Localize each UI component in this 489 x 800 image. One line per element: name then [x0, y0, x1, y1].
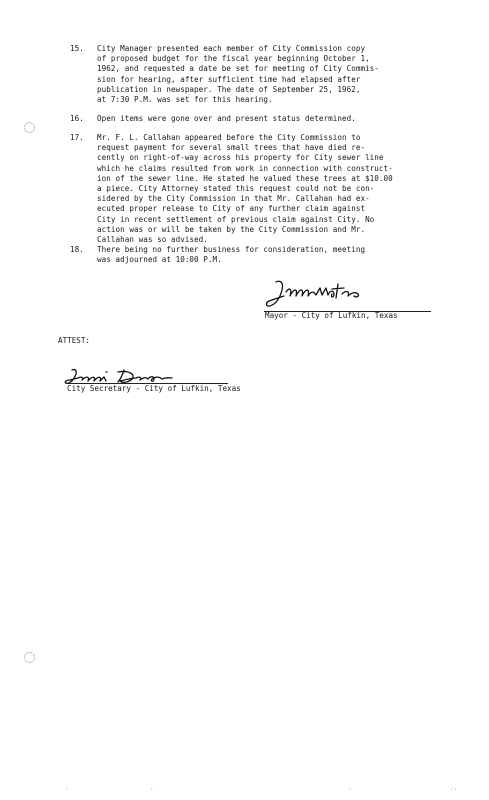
- secretary-title: City Secretary - City of Lufkin, Texas: [67, 384, 241, 393]
- scan-mark: ··: [450, 786, 458, 793]
- item-text: Open items were gone over and present status determined.: [97, 114, 356, 123]
- item-number: 18.: [70, 245, 84, 254]
- scan-mark: ·: [65, 786, 69, 793]
- punch-hole-bottom: [24, 652, 35, 663]
- mayor-title: Mayor - City of Lufkin, Texas: [265, 311, 398, 320]
- scan-mark: ·: [348, 786, 352, 793]
- item-text: City Manager presented each member of City Commission copy of proposed budget for the fiscal year beginning October 1, 1962, and requested a date be set for meeting of City Commis- sion for hearing, after sufficient time had elapsed after publication in newspaper. The date of September 25, 1962, at 7:30 P.M. was set for this hearing.: [97, 44, 379, 105]
- item-number: 17.: [70, 133, 84, 142]
- item-number: 16.: [70, 114, 84, 123]
- punch-hole-top: [24, 122, 35, 133]
- attest-label: ATTEST:: [58, 336, 91, 345]
- item-number: 15.: [70, 44, 84, 53]
- item-text: Mr. F. L. Callahan appeared before the City Commission to request payment for several small trees that have died re- cently on right-of-way across his property for City sewer line which he claims resulted from work in connection with construct- ion of the sewer line. He stated he valued these trees at $10.00 a piece. City Attorney stated this request could not be con- sidered by the City Commission in that Mr. Callahan had ex- ecuted proper release to City of any further claim against City in recent settlement of previous claim against City. No action was or will be taken by the City Commission and Mr. Callahan was so advised.: [97, 133, 393, 245]
- scan-mark: ·: [150, 786, 154, 793]
- mayor-signature: [262, 276, 372, 312]
- item-text: There being no further business for consideration, meeting was adjourned at 10:00 P.M.: [97, 245, 366, 265]
